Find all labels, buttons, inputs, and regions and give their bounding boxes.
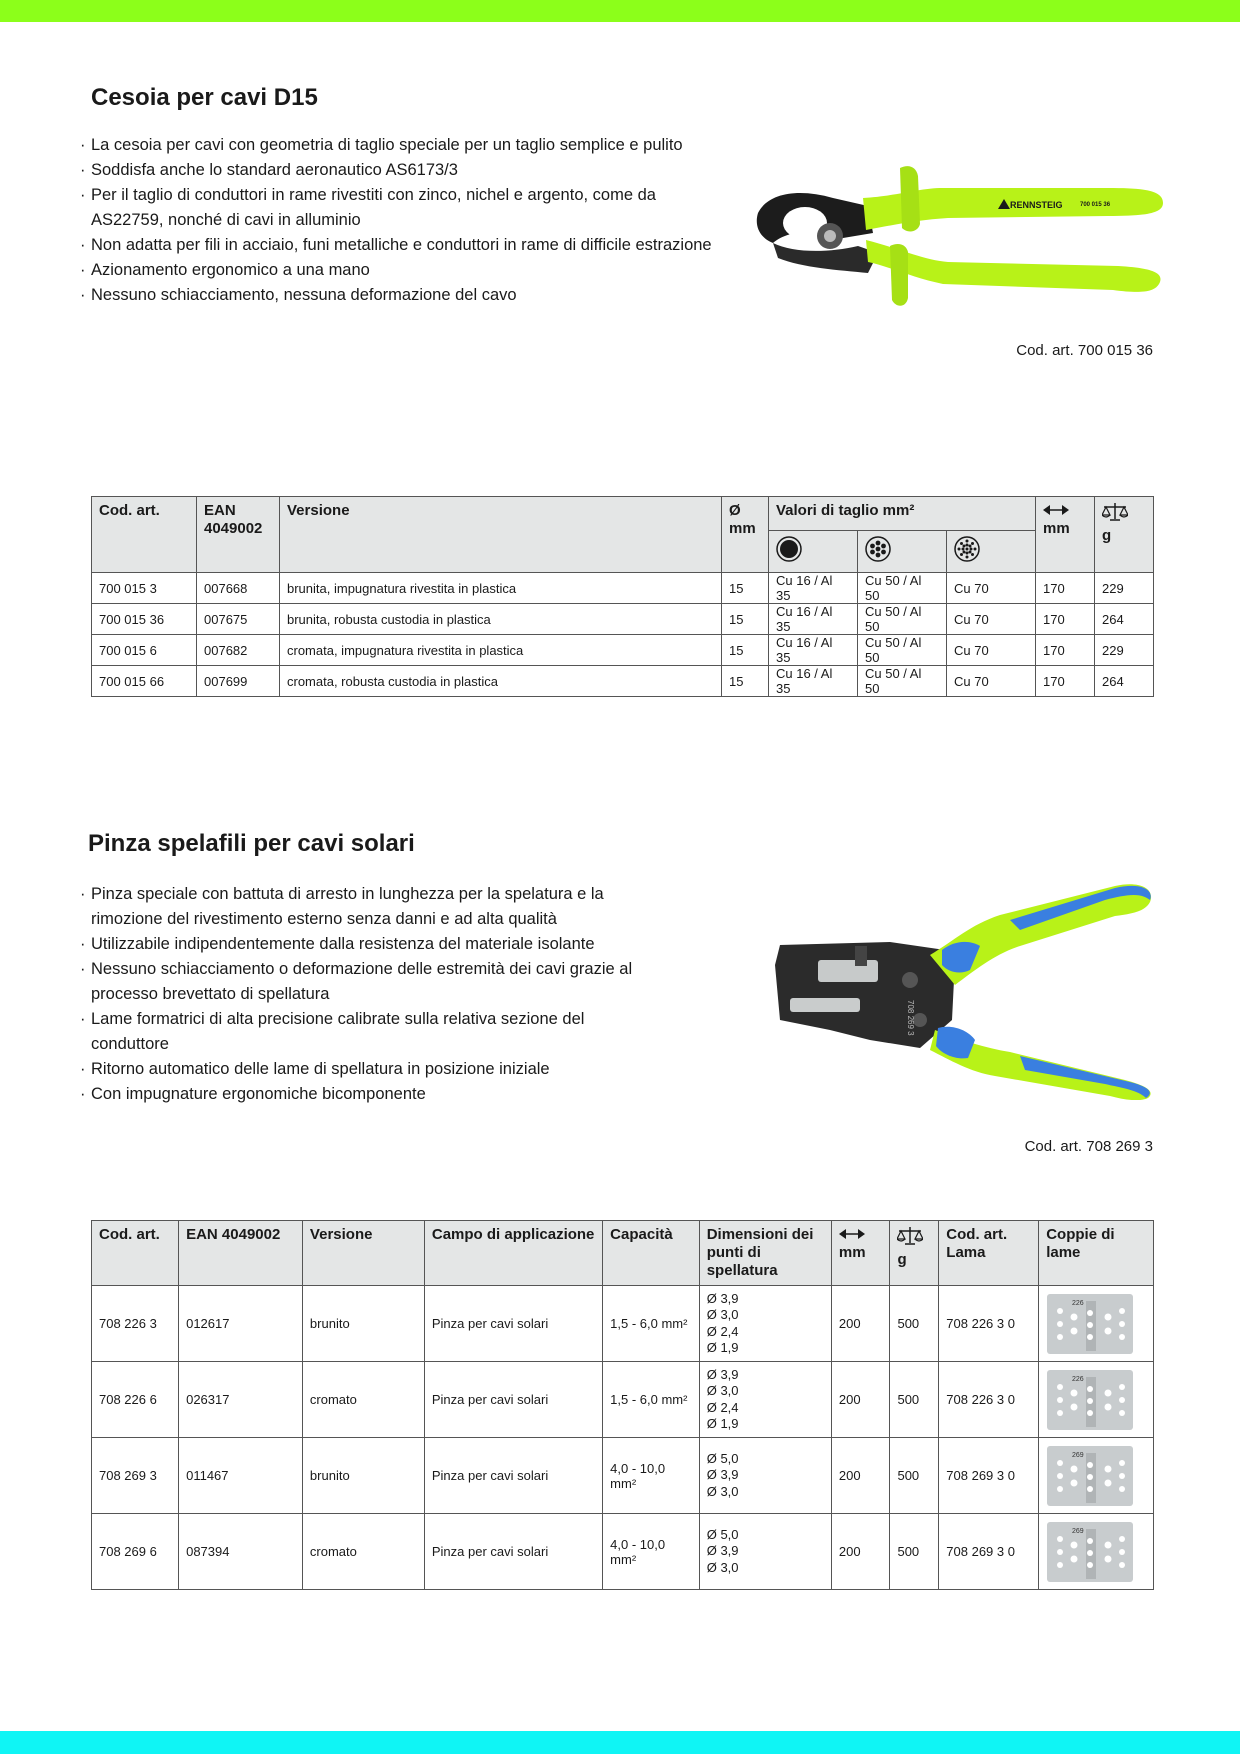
fine-stranded-conductor-icon <box>954 536 980 562</box>
length-arrow-icon <box>839 1229 865 1239</box>
table-row <box>92 604 1154 635</box>
col-blade-pairs: Coppie di lame <box>1039 1221 1154 1286</box>
blade-pair-icon <box>1046 1521 1134 1583</box>
feature-bullet: · Nessuno schiacciamento o deformazione delle estremità dei cavi grazie al processo brevettato di spellatura <box>80 957 640 1007</box>
section2-title: Pinza spelafili per cavi solari <box>88 830 415 857</box>
cell-solid: Cu 16 / Al 35 <box>769 635 858 666</box>
cell-version: brunita, impugnatura rivestita in plastica <box>280 573 722 604</box>
blade-code-label: 269 <box>1072 1451 1084 1459</box>
cell-ean: 007699 <box>197 666 280 697</box>
col-diameter: Ø mm <box>722 497 769 573</box>
cell-weight: 500 <box>890 1514 939 1590</box>
cell-capacity: 1,5 - 6,0 mm² <box>603 1286 700 1362</box>
col-cut-values: Valori di taglio mm² <box>769 497 1036 531</box>
cell-length: 200 <box>831 1286 890 1362</box>
cell-diameter: 15 <box>722 666 769 697</box>
section1-article-caption: Cod. art. 700 015 36 <box>1016 342 1153 359</box>
stripping-dimension: Ø 2,4 <box>706 1323 739 1339</box>
cell-ean: 087394 <box>179 1514 303 1590</box>
col-weight <box>890 1221 939 1286</box>
cell-diameter: 15 <box>722 573 769 604</box>
stripping-dimension: Ø 2,4 <box>706 1399 739 1415</box>
cell-capacity: 1,5 - 6,0 mm² <box>603 1362 700 1438</box>
wire-stripper-table <box>91 1220 1154 1590</box>
cell-version: cromata, robusta custodia in plastica <box>280 666 722 697</box>
stripper-code-label: 708 269 3 <box>906 1000 915 1036</box>
col-ean: EAN 4049002 <box>179 1221 303 1286</box>
cell-blade-cod: 708 226 3 0 <box>939 1286 1039 1362</box>
col-application: Campo di applicazione <box>424 1221 602 1286</box>
feature-bullet: · Ritorno automatico delle lame di spellatura in posizione iniziale <box>80 1057 640 1082</box>
cell-cod: 708 226 3 <box>92 1286 179 1362</box>
cell-application: Pinza per cavi solari <box>424 1286 602 1362</box>
cell-dimensions <box>699 1514 831 1590</box>
section2-feature-list <box>80 882 640 1107</box>
cell-ean: 007668 <box>197 573 280 604</box>
weight-unit: g <box>897 1251 907 1268</box>
feature-bullet: · Azionamento ergonomico a una mano <box>80 258 730 283</box>
col-dimensions: Dimensioni dei punti di spellatura <box>699 1221 831 1286</box>
col-length <box>1036 497 1095 573</box>
cell-cod: 700 015 36 <box>92 604 197 635</box>
feature-bullet: · Soddisfa anche lo standard aeronautico AS6173/3 <box>80 158 730 183</box>
table-row <box>92 1286 1154 1362</box>
cell-ean: 026317 <box>179 1362 303 1438</box>
cell-fine: Cu 70 <box>947 666 1036 697</box>
section1-title: Cesoia per cavi D15 <box>91 84 318 111</box>
cell-ean: 007675 <box>197 604 280 635</box>
col-cod: Cod. art. <box>92 497 197 573</box>
length-unit: mm <box>1043 520 1070 537</box>
cell-application: Pinza per cavi solari <box>424 1438 602 1514</box>
cell-fine: Cu 70 <box>947 573 1036 604</box>
cell-solid: Cu 16 / Al 35 <box>769 604 858 635</box>
cell-weight: 229 <box>1095 573 1154 604</box>
cell-weight: 500 <box>890 1286 939 1362</box>
col-cod: Cod. art. <box>92 1221 179 1286</box>
cell-length: 170 <box>1036 604 1095 635</box>
cell-cod: 708 226 6 <box>92 1362 179 1438</box>
stripping-dimension: Ø 5,0 <box>706 1450 739 1466</box>
cell-weight: 264 <box>1095 604 1154 635</box>
stripping-dimension: Ø 3,9 <box>706 1543 739 1559</box>
cell-stranded: Cu 50 / Al 50 <box>858 604 947 635</box>
cell-length: 200 <box>831 1362 890 1438</box>
cell-weight: 229 <box>1095 635 1154 666</box>
cell-ean: 007682 <box>197 635 280 666</box>
wire-stripper-image <box>770 880 1155 1105</box>
feature-bullet: · Utilizzabile indipendentemente dalla resistenza del materiale isolante <box>80 932 640 957</box>
feature-bullet: · Per il taglio di conduttori in rame rivestiti con zinco, nichel e argento, come da AS22759, nonché di cavi in alluminio <box>80 183 730 233</box>
cell-solid: Cu 16 / Al 35 <box>769 666 858 697</box>
stripping-dimension: Ø 3,0 <box>706 1483 739 1499</box>
cell-ean: 011467 <box>179 1438 303 1514</box>
feature-bullet: · Nessuno schiacciamento, nessuna deformazione del cavo <box>80 283 730 308</box>
cell-weight: 500 <box>890 1438 939 1514</box>
stripping-dimension: Ø 1,9 <box>706 1340 739 1355</box>
cable-cutter-image <box>748 158 1168 323</box>
solid-conductor-icon <box>776 536 802 562</box>
cell-ean: 012617 <box>179 1286 303 1362</box>
cell-stranded: Cu 50 / Al 50 <box>858 573 947 604</box>
cell-length: 200 <box>831 1514 890 1590</box>
blade-pair-icon <box>1046 1293 1134 1355</box>
cell-capacity: 4,0 - 10,0 mm² <box>603 1514 700 1590</box>
top-accent-bar <box>0 0 1240 22</box>
stripping-dimension: Ø 3,9 <box>706 1366 739 1382</box>
cell-dimensions <box>699 1286 831 1362</box>
cell-blade-image <box>1039 1438 1154 1514</box>
feature-bullet: · Con impugnature ergonomiche bicomponente <box>80 1082 640 1107</box>
cell-stranded: Cu 50 / Al 50 <box>858 666 947 697</box>
cell-cod: 700 015 6 <box>92 635 197 666</box>
blade-code-label: 226 <box>1072 1375 1084 1383</box>
weight-unit: g <box>1102 527 1112 544</box>
cell-application: Pinza per cavi solari <box>424 1362 602 1438</box>
blade-code-label: 226 <box>1072 1299 1084 1307</box>
cell-fine: Cu 70 <box>947 604 1036 635</box>
col-length <box>831 1221 890 1286</box>
cell-version: brunito <box>302 1438 424 1514</box>
weight-scale-icon <box>1102 502 1128 522</box>
stripping-dimension: Ø 5,0 <box>706 1526 739 1542</box>
cell-version: cromato <box>302 1514 424 1590</box>
cell-blade-image <box>1039 1286 1154 1362</box>
cell-blade-image <box>1039 1514 1154 1590</box>
stripping-dimension: Ø 3,9 <box>706 1467 739 1483</box>
table-row <box>92 666 1154 697</box>
cell-cod: 708 269 3 <box>92 1438 179 1514</box>
cell-version: cromato <box>302 1362 424 1438</box>
table-row <box>92 635 1154 666</box>
cell-weight: 500 <box>890 1362 939 1438</box>
cutter-brand-label: RENNSTEIG <box>1010 200 1063 210</box>
col-weight <box>1095 497 1154 573</box>
cell-version: brunita, robusta custodia in plastica <box>280 604 722 635</box>
cell-cod: 700 015 3 <box>92 573 197 604</box>
cell-blade-cod: 708 269 3 0 <box>939 1438 1039 1514</box>
stripping-dimension: Ø 3,0 <box>706 1383 739 1398</box>
weight-scale-icon <box>897 1226 923 1246</box>
cell-length: 200 <box>831 1438 890 1514</box>
cell-solid: Cu 16 / Al 35 <box>769 573 858 604</box>
feature-bullet: · La cesoia per cavi con geometria di taglio speciale per un taglio semplice e pulito <box>80 133 730 158</box>
length-unit: mm <box>838 1244 866 1261</box>
table-row <box>92 1362 1154 1438</box>
bottom-accent-bar <box>0 1731 1240 1754</box>
cell-diameter: 15 <box>722 604 769 635</box>
blade-code-label: 269 <box>1072 1527 1084 1535</box>
cell-application: Pinza per cavi solari <box>424 1514 602 1590</box>
cell-fine: Cu 70 <box>947 635 1036 666</box>
section2-article-caption: Cod. art. 708 269 3 <box>1024 1138 1153 1155</box>
cell-blade-image <box>1039 1362 1154 1438</box>
feature-bullet: · Pinza speciale con battuta di arresto in lunghezza per la spelatura e la rimozione del rivestimento esterno senza danni e ad alta qualità <box>80 882 640 932</box>
col-ean: EAN 4049002 <box>197 497 280 573</box>
cell-cod: 700 015 66 <box>92 666 197 697</box>
cell-weight: 264 <box>1095 666 1154 697</box>
feature-bullet: · Lame formatrici di alta precisione calibrate sulla relativa sezione del conduttore <box>80 1007 640 1057</box>
cell-version: brunito <box>302 1286 424 1362</box>
col-solid-conductor <box>769 531 858 573</box>
stranded-conductor-icon <box>865 536 891 562</box>
cell-length: 170 <box>1036 573 1095 604</box>
cable-cutter-table <box>91 496 1154 697</box>
blade-pair-icon <box>1046 1369 1134 1431</box>
stripping-dimension: Ø 3,0 <box>706 1307 739 1322</box>
cutter-code-label: 700 015 36 <box>1080 202 1111 208</box>
col-version: Versione <box>280 497 722 573</box>
table-row <box>92 1514 1154 1590</box>
stripping-dimension: Ø 3,9 <box>706 1290 739 1306</box>
table-row <box>92 1438 1154 1514</box>
feature-bullet: · Non adatta per fili in acciaio, funi metalliche e conduttori in rame di difficile estrazione <box>80 233 730 258</box>
cell-length: 170 <box>1036 666 1095 697</box>
cell-blade-cod: 708 269 3 0 <box>939 1514 1039 1590</box>
cell-capacity: 4,0 - 10,0 mm² <box>603 1438 700 1514</box>
col-fine-conductor <box>947 531 1036 573</box>
col-blade-cod: Cod. art. Lama <box>939 1221 1039 1286</box>
table-row <box>92 573 1154 604</box>
cell-diameter: 15 <box>722 635 769 666</box>
col-version: Versione <box>302 1221 424 1286</box>
cell-stranded: Cu 50 / Al 50 <box>858 635 947 666</box>
cell-version: cromata, impugnatura rivestita in plastica <box>280 635 722 666</box>
blade-pair-icon <box>1046 1445 1134 1507</box>
cell-blade-cod: 708 226 3 0 <box>939 1362 1039 1438</box>
cell-length: 170 <box>1036 635 1095 666</box>
cell-cod: 708 269 6 <box>92 1514 179 1590</box>
col-capacity: Capacità <box>603 1221 700 1286</box>
cell-dimensions <box>699 1438 831 1514</box>
col-stranded-conductor <box>858 531 947 573</box>
cell-dimensions <box>699 1362 831 1438</box>
length-arrow-icon <box>1043 505 1069 515</box>
stripping-dimension: Ø 1,9 <box>706 1416 739 1431</box>
stripping-dimension: Ø 3,0 <box>706 1559 739 1575</box>
section1-feature-list <box>80 133 730 308</box>
